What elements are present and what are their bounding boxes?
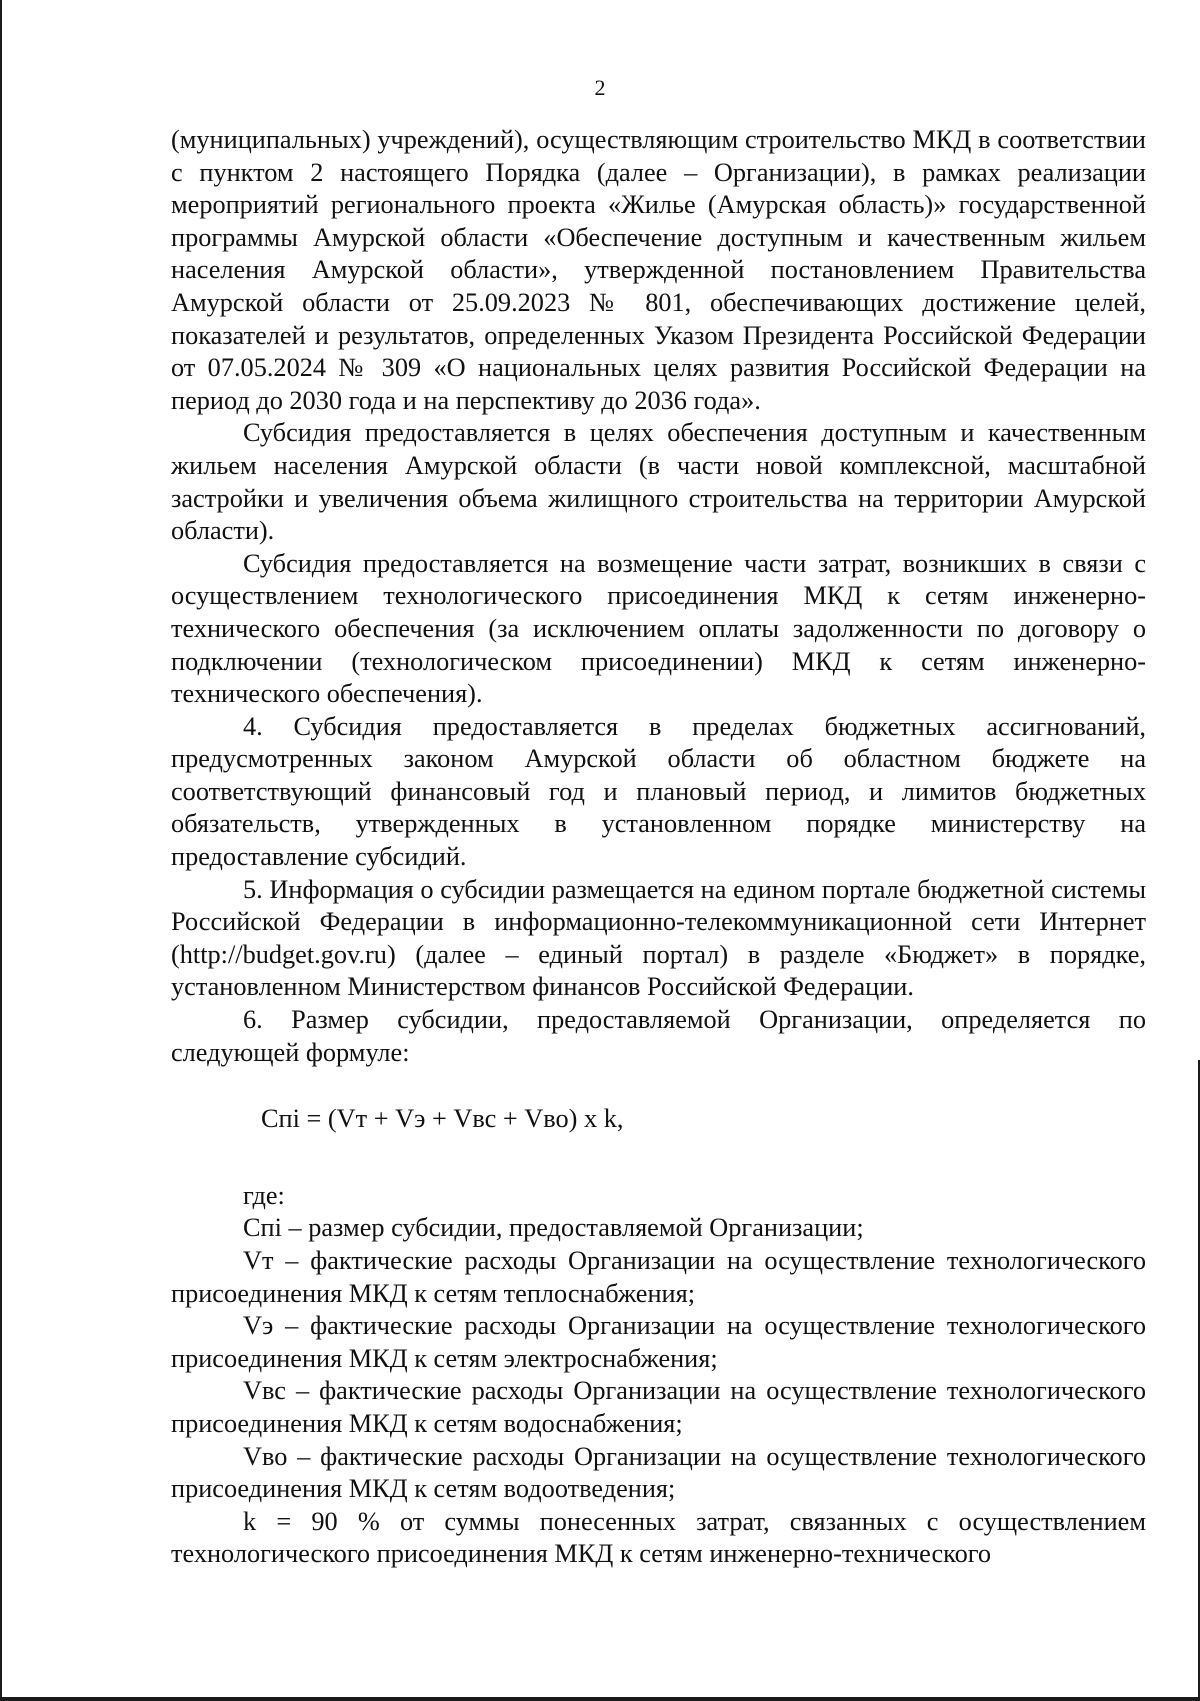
paragraph-continuation: (муниципальных) учреждений), осуществляющим строительство МКД в соответствии с пунктом 2 настоящего Порядка (далее – Организации), в рамках реализации мероприятий регионального проекта «Жилье (Амурская область)» государственной программы Амурской области «Обеспечение доступным и качественным жильем населения Амурской области», утвержденной постановлением Правительства Амурской области от 25.09.2023 № 801, обеспечивающих достижение целей, показателей и результатов, определенных Указом Президента Российской Федерации от 07.05.2024 № 309 «О национальных целях развития Российской Федерации на период до 2030 года и на перспективу до 2036 года». — [171, 125, 1146, 415]
paragraph-item-5: 5. Информация о субсидии размещается на едином портале бюджетной системы Российской Федерации в информационно-телекоммуникационной сети Интернет (http://budget.gov.ru) (далее – единый портал) в разделе «Бюджет» в порядке, установленном Министерством финансов Российской Федерации. — [171, 874, 1146, 1002]
definition-cpi: Cпi – размер субсидии, предоставляемой Организации; — [243, 1213, 864, 1243]
page-number: 2 — [594, 75, 606, 100]
paragraph-item-4: 4. Субсидия предоставляется в пределах бюджетных ассигнований, предусмотренных законом Амурской области об областном бюджете на соответствующий финансовый год и плановый период, и лимитов бюджетных обязательств, утвержденных в установленном порядке министерству на предоставление субсидий. — [171, 711, 1146, 872]
definition-vvo: Vво – фактические расходы Организации на осуществление технологического присоединения МКД к сетям водоотведения; — [171, 1441, 1146, 1504]
subsidy-formula: Cпi = (Vт + Vэ + Vвс + Vво) x k, — [261, 1104, 624, 1134]
document-body — [171, 124, 1146, 1571]
definition-vvs: Vвс – фактические расходы Организации на осуществление технологического присоединения МКД к сетям водоснабжения; — [171, 1376, 1146, 1438]
paragraph-item-6: 6. Размер субсидии, предоставляемой Организации, определяется по следующей формуле: — [171, 1005, 1146, 1067]
definition-ve: Vэ – фактические расходы Организации на осуществление технологического присоединения МКД к сетям электроснабжения; — [171, 1311, 1146, 1373]
definition-vt: Vт – фактические расходы Организации на осуществление технологического присоединения МКД к сетям теплоснабжения; — [171, 1246, 1146, 1308]
scan-left-edge — [0, 0, 2, 1701]
paragraph-subsidy-purpose: Субсидия предоставляется в целях обеспечения доступным и качественным жильем населения Амурской области (в части новой комплексной, масштабной застройки и увеличения объема жилищного строительства на территории Амурской области). — [171, 418, 1146, 546]
where-label: где: — [243, 1180, 285, 1210]
definition-k: k = 90 % от суммы понесенных затрат, связанных с осуществлением технологического присоединения МКД к сетям инженерно-технического — [171, 1506, 1146, 1569]
paragraph-subsidy-reimbursement: Субсидия предоставляется на возмещение части затрат, возникших в связи с осуществлением технологического присоединения МКД к сетям инженерно-технического обеспечения (за исключением оплаты задолженности по договору о подключении (технологическом присоединении) МКД к сетям инженерно-технического обеспечения). — [171, 548, 1146, 709]
scan-bottom-edge — [0, 1697, 1200, 1701]
